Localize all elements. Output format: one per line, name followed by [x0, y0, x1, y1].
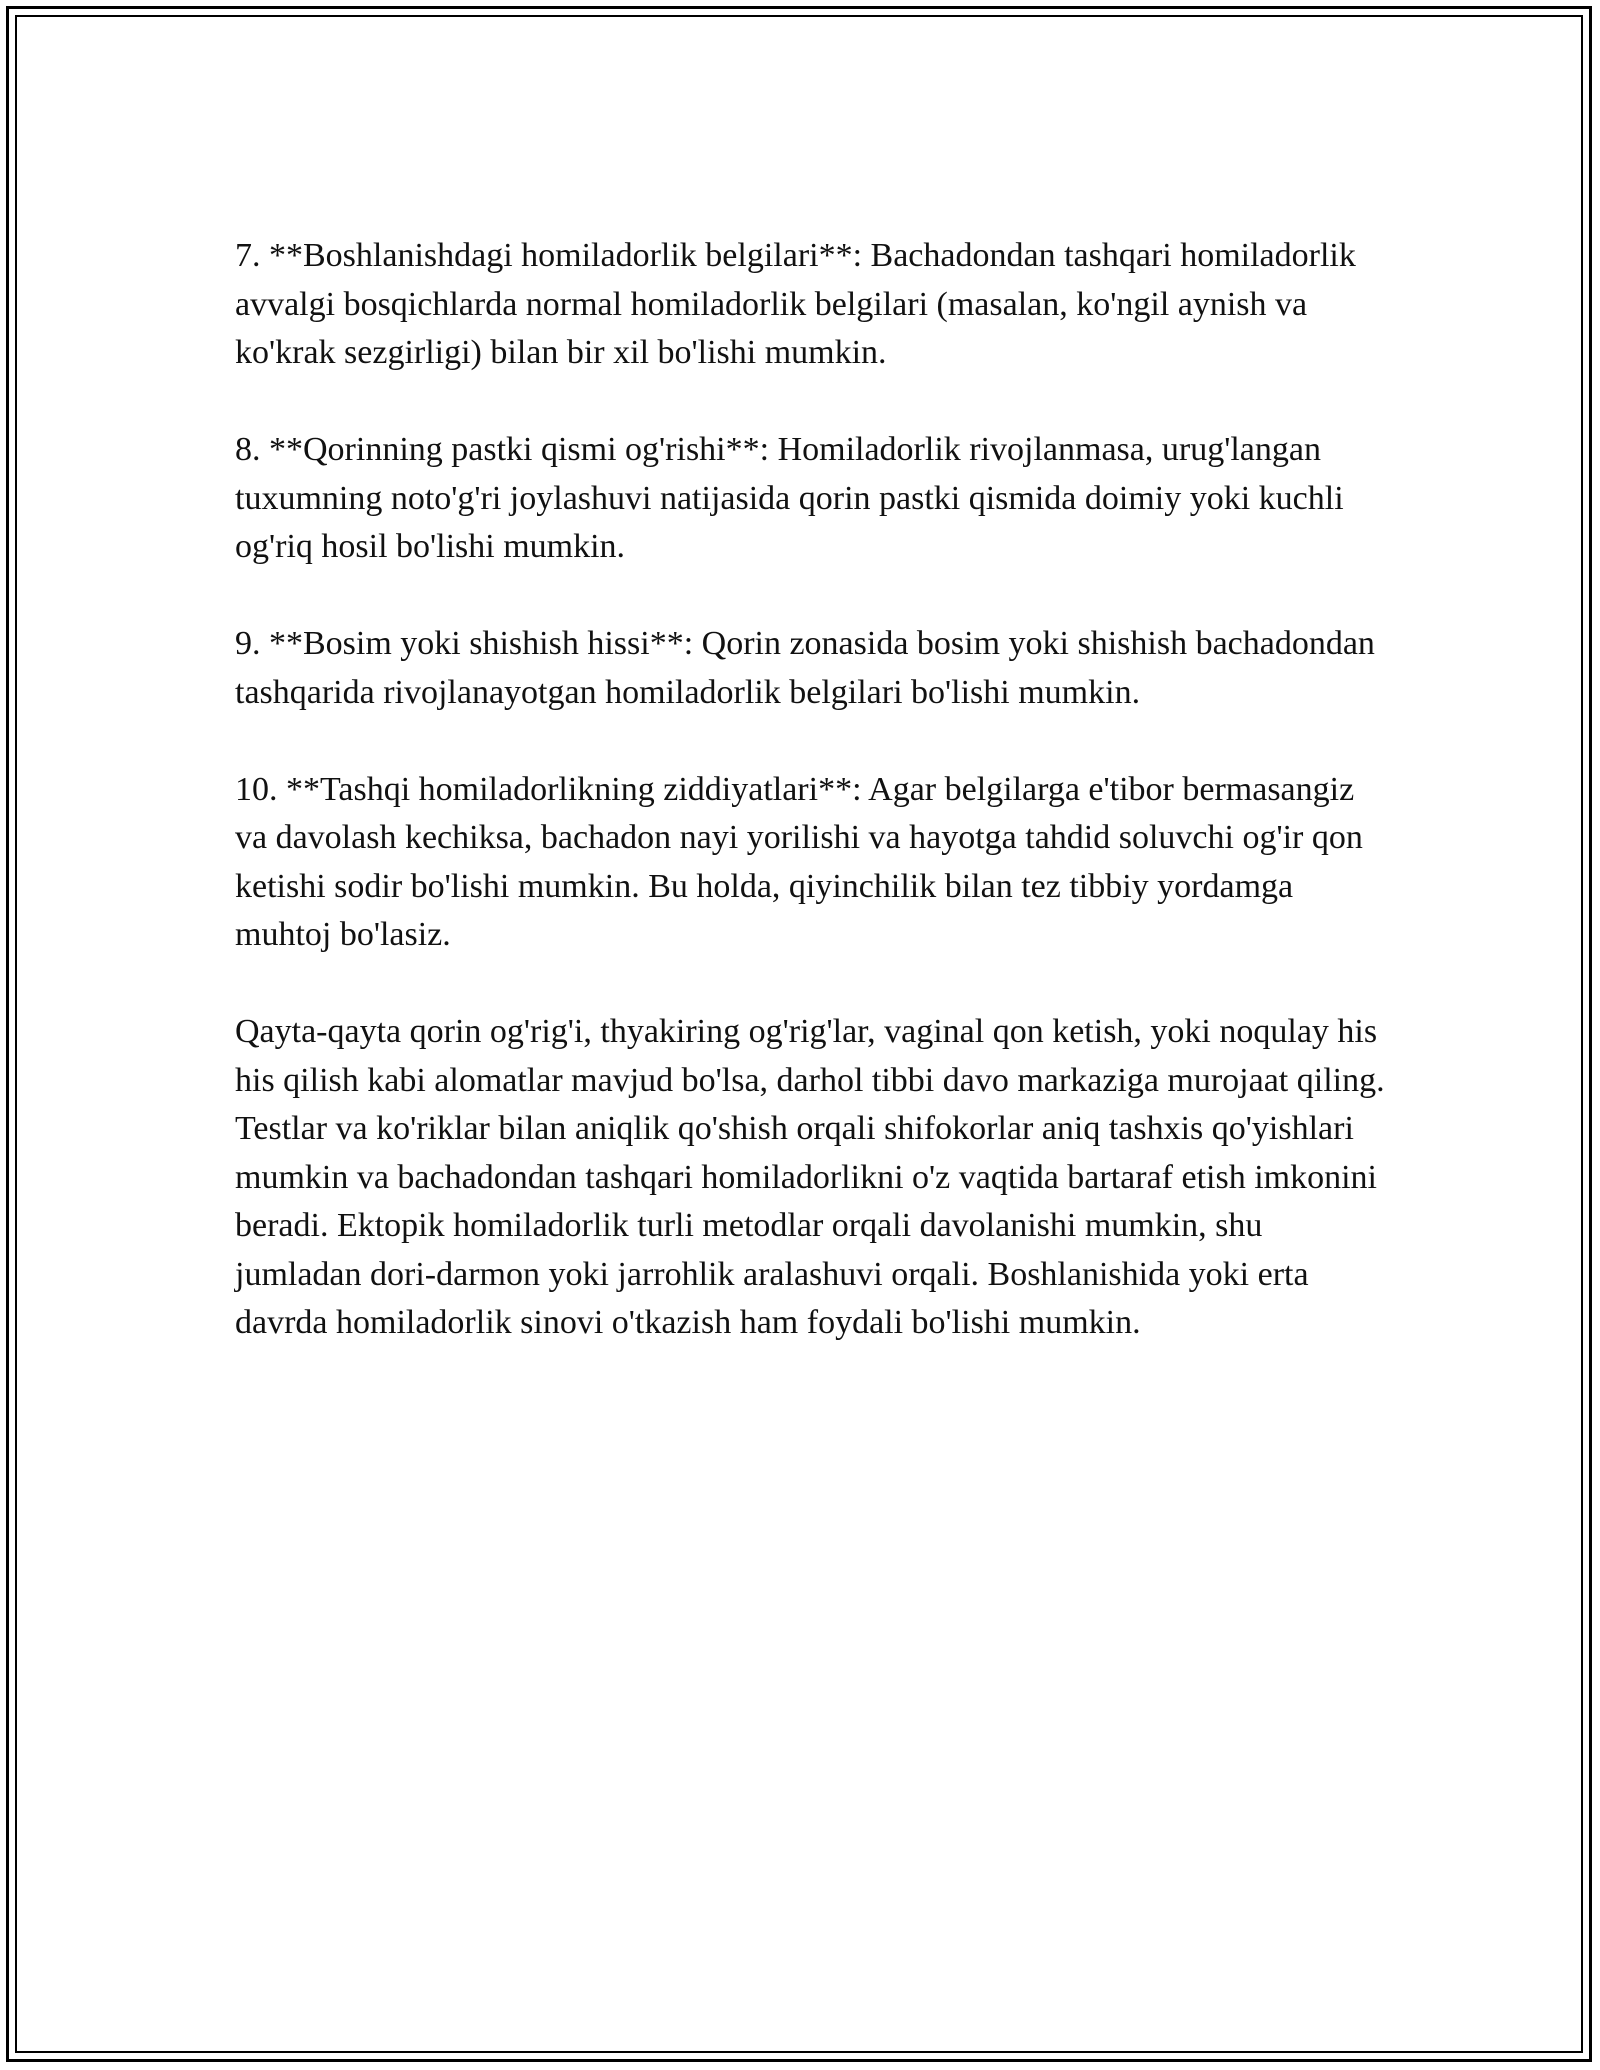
paragraph-conclusion: Qayta-qayta qorin og'rig'i, thyakiring og'rig'lar, vaginal qon ketish, yoki noqulay his his qilish kabi alomatlar mavjud bo'lsa, darhol tibbi davo markaziga murojaat qiling. Testlar va ko'riklar bilan aniqlik qo'shish orqali shifokorlar aniq tashxis qo'yishlari mumkin va bachadondan tashqari homiladorlikni o'z vaqtida bartaraf etish imkonini beradi. Ektopik homiladorlik turli metodlar orqali davolanishi mumkin, shu jumladan dori-darmon yoki jarrohlik aralashuvi orqali. Boshlanishida yoki erta davrda homiladorlik sinovi o'tkazish ham foydali bo'lishi mumkin.	[235, 1013, 1385, 1341]
document-body	[235, 232, 1385, 1348]
paragraph-item-10: 10. **Tashqi homiladorlikning ziddiyatlari**: Agar belgilarga e'tibor bermasangiz va davolash kechiksa, bachadon nayi yorilishi va hayotga tahdid soluvchi og'ir qon ketishi sodir bo'lishi mumkin. Bu holda, qiyinchilik bilan tez tibbiy yordamga muhtoj bo'lasiz.	[235, 770, 1363, 953]
paragraph-item-9: 9. **Bosim yoki shishish hissi**: Qorin zonasida bosim yoki shishish bachadondan tashqarida rivojlanayotgan homiladorlik belgilari bo'lishi mumkin.	[235, 625, 1375, 711]
paragraph-item-8: 8. **Qorinning pastki qismi og'rishi**: Homiladorlik rivojlanmasa, urug'langan tuxumning noto'g'ri joylashuvi natijasida qorin pastki qismida doimiy yoki kuchli og'riq hosil bo'lishi mumkin.	[235, 431, 1344, 565]
paragraph-item-7: 7. **Boshlanishdagi homiladorlik belgilari**: Bachadondan tashqari homiladorlik avvalgi bosqichlarda normal homiladorlik belgilari (masalan, ko'ngil aynish va ko'krak sezgirligi) bilan bir xil bo'lishi mumkin.	[235, 237, 1356, 371]
